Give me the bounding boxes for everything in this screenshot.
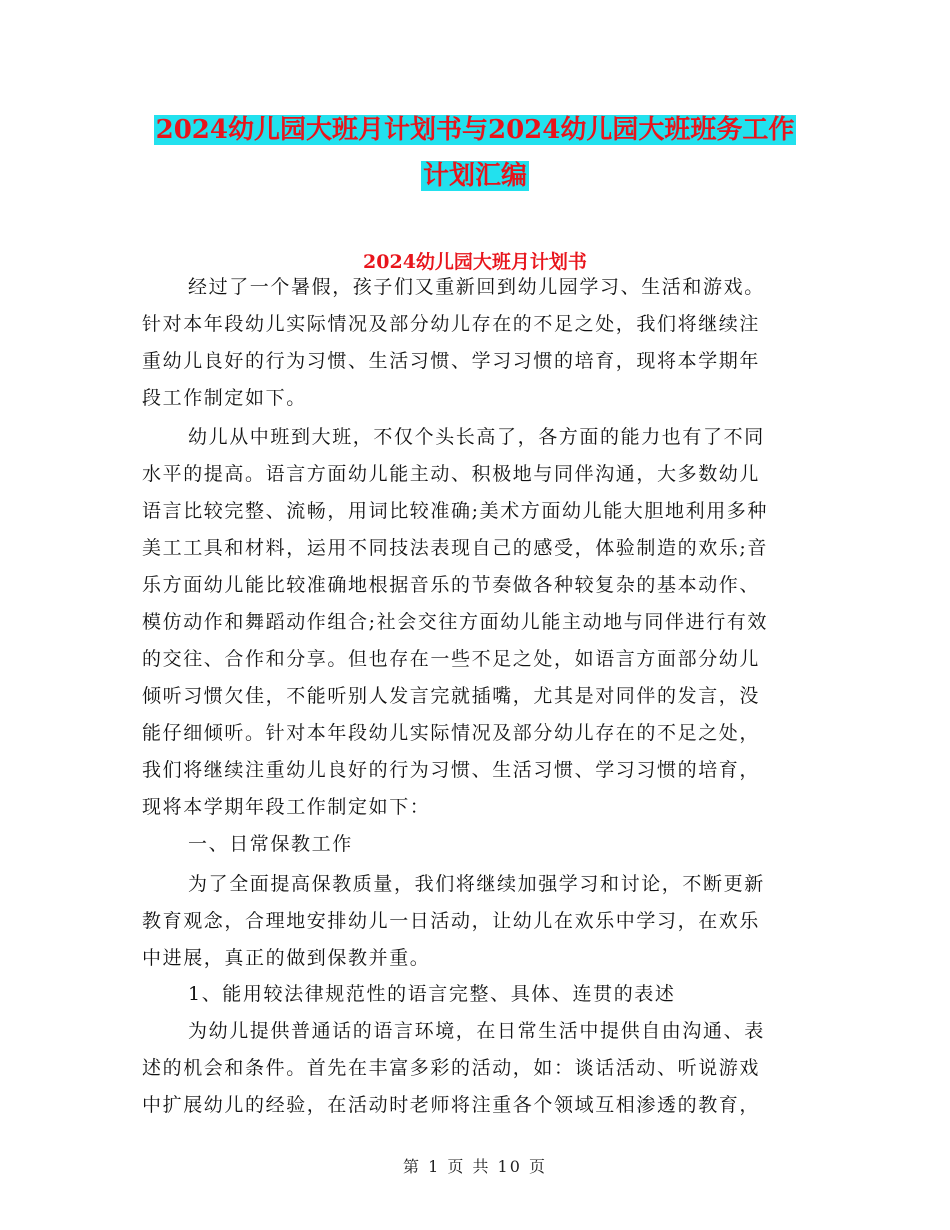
- paragraph-line: 重幼儿良好的行为习惯、生活习惯、学习习惯的培育，现将本学期年: [142, 350, 761, 372]
- paragraph-line: 为了全面提高保教质量，我们将继续加强学习和讨论，不断更新: [188, 873, 765, 895]
- paragraph-line: 水平的提高。语言方面幼儿能主动、积极地与同伴沟通，大多数幼儿: [142, 463, 761, 485]
- paragraph-line: 述的机会和条件。首先在丰富多彩的活动，如：谈话活动、听说游戏: [142, 1057, 761, 1079]
- paragraph-line: 段工作制定如下。: [142, 387, 307, 409]
- page-number: 第 1 页 共 10 页: [403, 1157, 547, 1176]
- document-title-line-2: 计划汇编: [422, 161, 527, 191]
- document-body: [142, 976, 812, 1013]
- paragraph-line: 乐方面幼儿能比较准确地根据音乐的节奏做各种较复杂的基本动作、: [142, 574, 761, 596]
- paragraph-line: 能仔细倾听。针对本年段幼儿实际情况及部分幼儿存在的不足之处，: [142, 722, 761, 744]
- paragraph-line: 经过了一个暑假，孩子们又重新回到幼儿园学习、生活和游戏。: [188, 276, 765, 298]
- paragraph-line: 为幼儿提供普通话的语言环境，在日常生活中提供自由沟通、表: [188, 1020, 765, 1042]
- paragraph-line: 针对本年段幼儿实际情况及部分幼儿存在的不足之处，我们将继续注: [142, 313, 761, 335]
- document-body: [142, 866, 812, 977]
- subsection-heading: 1、能用较法律规范性的语言完整、具体、连贯的表述: [188, 983, 676, 1005]
- paragraph-line: 教育观念，合理地安排幼儿一日活动，让幼儿在欢乐中学习，在欢乐: [142, 910, 761, 932]
- section-heading: 一、日常保教工作: [188, 833, 353, 855]
- paragraph-line: 中进展，真正的做到保教并重。: [142, 947, 431, 969]
- document-title-line-1: 2024幼儿园大班月计划书与2024幼儿园大班班务工作: [155, 115, 795, 145]
- paragraph-line: 语言比较完整、流畅，用词比较准确;美术方面幼儿能大胆地利用多种: [142, 500, 769, 522]
- section-title: 2024幼儿园大班月计划书: [363, 251, 587, 273]
- document-title-continued: [0, 154, 950, 198]
- document-body: [142, 826, 812, 863]
- paragraph-line: 的交往、合作和分享。但也存在一些不足之处，如语言方面部分幼儿: [142, 648, 761, 670]
- paragraph-line: 模仿动作和舞蹈动作组合;社会交往方面幼儿能主动地与同伴进行有效: [142, 611, 769, 633]
- paragraph-line: 现将本学期年段工作制定如下：: [142, 796, 431, 818]
- paragraph-line: 我们将继续注重幼儿良好的行为习惯、生活习惯、学习习惯的培育，: [142, 759, 761, 781]
- paragraph-line: 中扩展幼儿的经验，在活动时老师将注重各个领域互相渗透的教育，: [142, 1094, 761, 1116]
- document-body: [142, 419, 812, 826]
- paragraph-line: 幼儿从中班到大班，不仅个头长高了，各方面的能力也有了不同: [188, 426, 765, 448]
- document-title: [0, 108, 950, 152]
- document-body: [142, 269, 812, 417]
- paragraph-line: 倾听习惯欠佳，不能听别人发言完就插嘴，尤其是对同伴的发言，没: [142, 685, 761, 707]
- paragraph-line: 美工工具和材料，运用不同技法表现自己的感受，体验制造的欢乐;音: [142, 537, 769, 559]
- document-body: [142, 1013, 812, 1124]
